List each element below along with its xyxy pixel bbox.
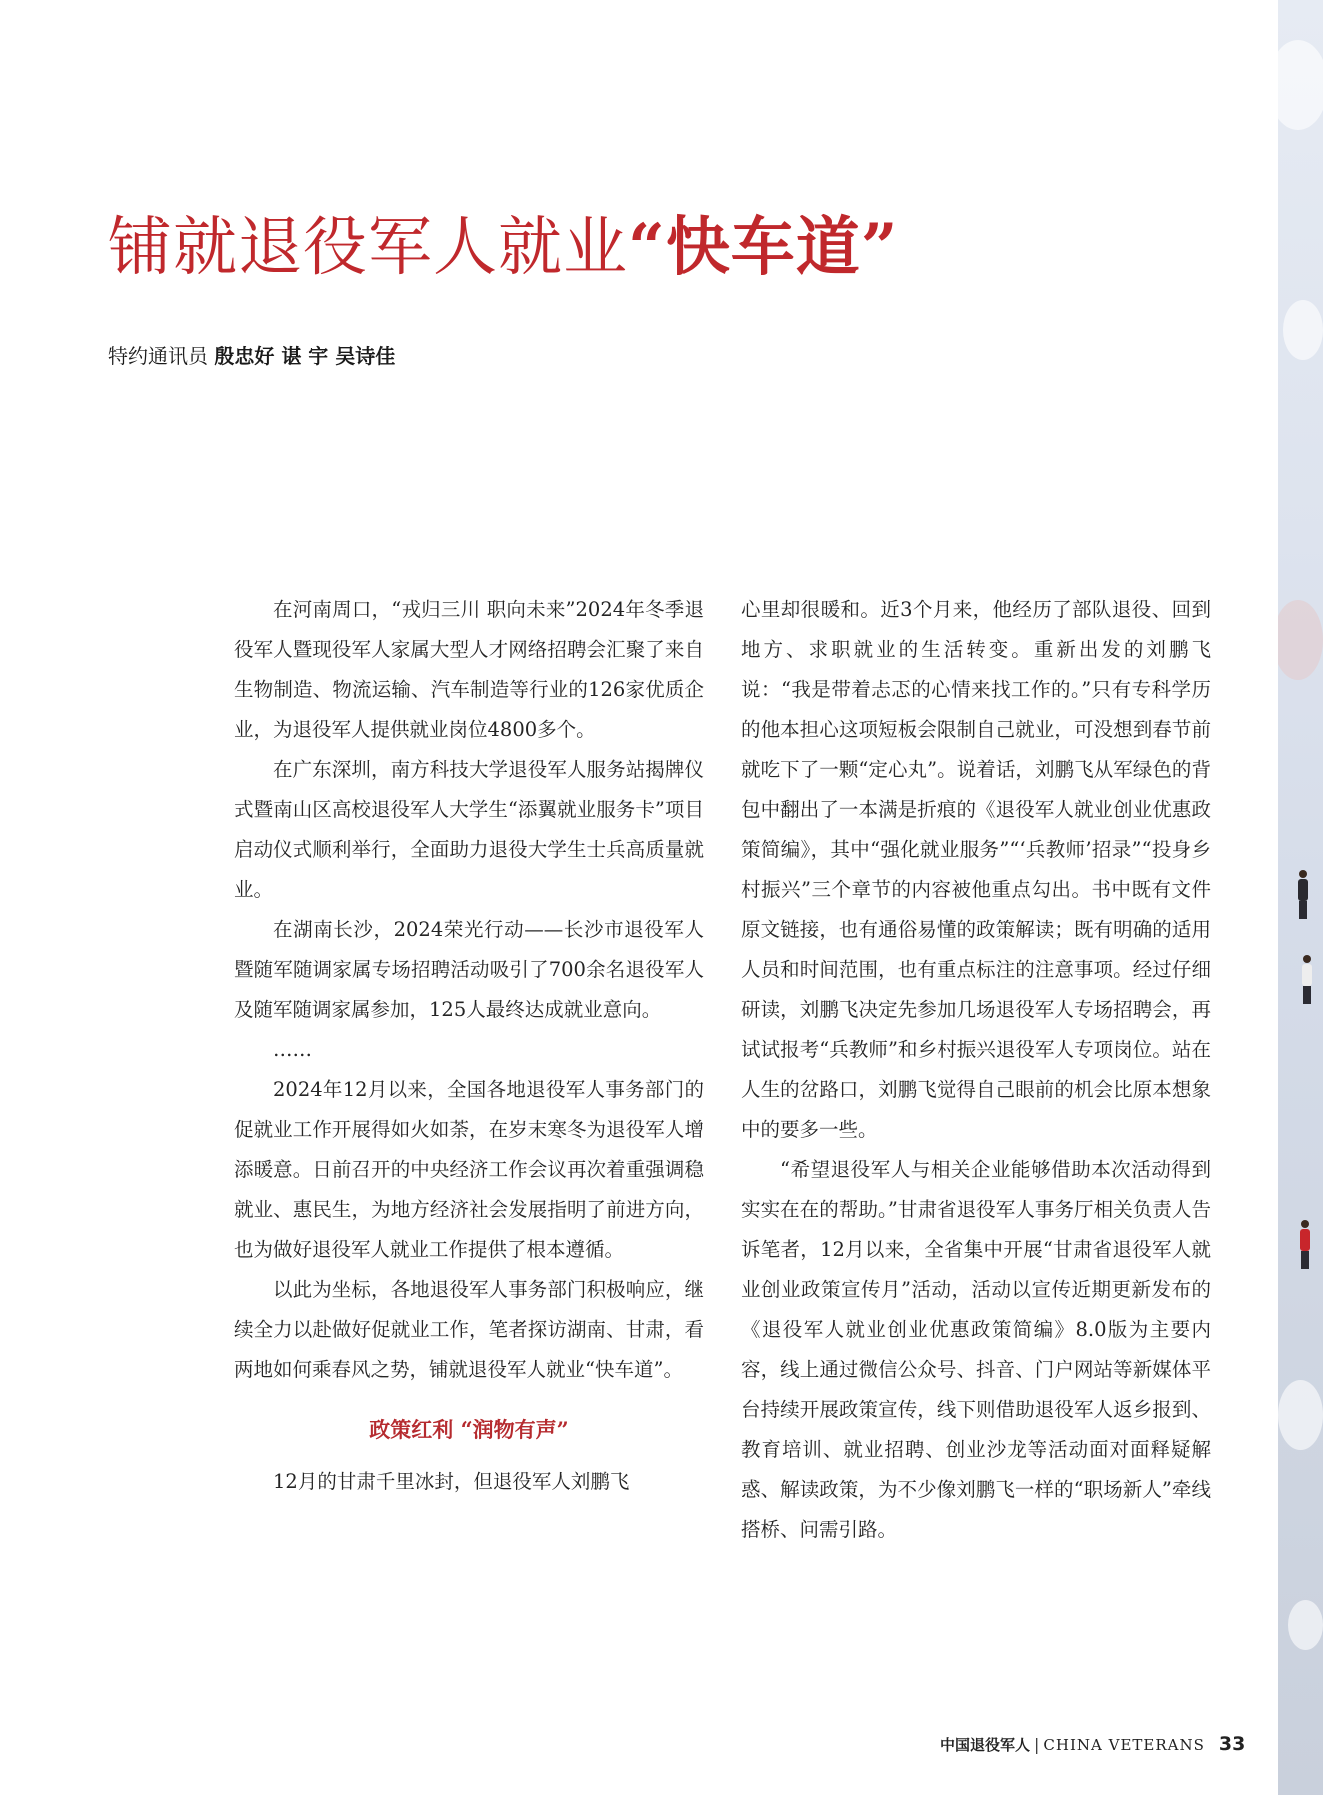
byline bbox=[108, 342, 395, 370]
side-photo-strip bbox=[1278, 0, 1323, 1795]
title-prefix: 铺就退役军人就业 bbox=[108, 211, 628, 285]
right-column bbox=[741, 590, 1211, 1550]
byline-role: 特约通讯员 bbox=[108, 344, 208, 368]
paragraph: 以此为坐标，各地退役军人事务部门积极响应，继续全力以赴做好促就业工作，笔者探访湖南、甘肃，看两地如何乘春风之势，铺就退役军人就业“快车道”。 bbox=[234, 1278, 704, 1381]
page-footer bbox=[940, 1730, 1246, 1759]
byline-authors: 殷忠好 谌 宇 吴诗佳 bbox=[214, 344, 396, 368]
magazine-name-cn: 中国退役军人 bbox=[940, 1736, 1031, 1754]
magazine-name-en: CHINA VETERANS bbox=[1043, 1736, 1205, 1754]
title-highlight: “快车道” bbox=[628, 210, 899, 285]
figure-person-2 bbox=[1302, 955, 1312, 1004]
footer-separator: | bbox=[1034, 1735, 1040, 1754]
paragraph: 在河南周口，“戎归三川 职向未来”2024年冬季退役军人暨现役军人家属大型人才网络招聘会汇聚了来自生物制造、物流运输、汽车制造等行业的126家优质企业，为退役军人提供就业岗位4800多个。 bbox=[234, 598, 704, 741]
left-column bbox=[234, 590, 704, 1502]
paragraph: 在湖南长沙，2024荣光行动——长沙市退役军人暨随军随调家属专场招聘活动吸引了700余名退役军人及随军随调家属参加，125人最终达成就业意向。 bbox=[234, 918, 704, 1021]
article-title bbox=[108, 208, 1258, 288]
section-heading: 政策红利 “润物有声” bbox=[369, 1417, 569, 1442]
paragraph: 12月的甘肃千里冰封，但退役军人刘鹏飞 bbox=[273, 1470, 630, 1493]
ellipsis-paragraph: …… bbox=[273, 1038, 312, 1061]
paragraph: 在广东深圳，南方科技大学退役军人服务站揭牌仪式暨南山区高校退役军人大学生“添翼就业服务卡”项目启动仪式顺利举行，全面助力退役大学生士兵高质量就业。 bbox=[234, 758, 704, 901]
figure-person-3 bbox=[1300, 1220, 1310, 1269]
paragraph: “希望退役军人与相关企业能够借助本次活动得到实实在在的帮助。”甘肃省退役军人事务厅相关负责人告诉笔者，12月以来，全省集中开展“甘肃省退役军人就业创业政策宣传月”活动，活动以宣传近期更新发布的《退役军人就业创业优惠政策简编》8.0版为主要内容，线上通过微信公众号、抖音、门户网站等新媒体平台持续开展政策宣传，线下则借助退役军人返乡报到、教育培训、就业招聘、创业沙龙等活动面对面释疑解惑、解读政策，为不少像刘鹏飞一样的“职场新人”牵线搭桥、问需引路。 bbox=[741, 1158, 1211, 1541]
paragraph: 心里却很暖和。近3个月来，他经历了部队退役、回到地方、求职就业的生活转变。重新出发的刘鹏飞说：“我是带着忐忑的心情来找工作的。”只有专科学历的他本担心这项短板会限制自己就业，可没想到春节前就吃下了一颗“定心丸”。说着话，刘鹏飞从军绿色的背包中翻出了一本满是折痕的《退役军人就业创业优惠政策简编》，其中“强化就业服务”“‘兵教师’招录”“投身乡村振兴”三个章节的内容被他重点勾出。书中既有文件原文链接，也有通俗易懂的政策解读；既有明确的适用人员和时间范围，也有重点标注的注意事项。经过仔细研读，刘鹏飞决定先参加几场退役军人专场招聘会，再试试报考“兵教师”和乡村振兴退役军人专项岗位。站在人生的岔路口，刘鹏飞觉得自己眼前的机会比原本想象中的要多一些。 bbox=[741, 598, 1211, 1141]
figure-person-1 bbox=[1298, 870, 1308, 919]
paragraph: 2024年12月以来，全国各地退役军人事务部门的促就业工作开展得如火如荼，在岁末寒冬为退役军人增添暖意。日前召开的中央经济工作会议再次着重强调稳就业、惠民生，为地方经济社会发展指明了前进方向，也为做好退役军人就业工作提供了根本遵循。 bbox=[234, 1078, 704, 1261]
page-number: 33 bbox=[1218, 1733, 1246, 1755]
